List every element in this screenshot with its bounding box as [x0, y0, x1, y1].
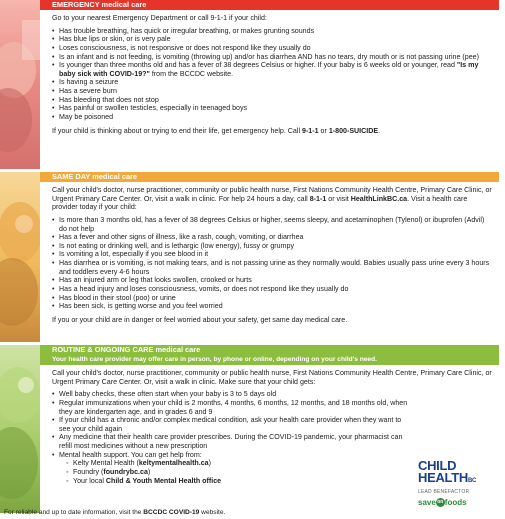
- bccdc-link[interactable]: BCCDC COVID-19: [143, 509, 200, 516]
- list-item: • Is not eating or drinking well, and is lethargic (low energy), fussy or grumpy: [52, 242, 493, 251]
- list-item: • Is an infant and is not feeding, is vomiting (throwing up) and/or has diarrhea AND has no tears, dry mouth or is not passing urine (pee): [52, 53, 493, 62]
- sameday-photo: [0, 172, 40, 342]
- healthlink-link[interactable]: HealthLinkBC.ca: [350, 194, 408, 203]
- routine-list: [52, 390, 412, 485]
- list-item: • Is younger than three months old and has a fever of 38 degrees Celsius or higher. If your baby is 6 weeks old or younger, read "Is my baby sick with COVID-19?" from the BCCDC website.: [52, 61, 493, 78]
- list-item: • Well baby checks, these often start when your baby is 3 to 5 days old: [52, 390, 412, 399]
- kelty-link[interactable]: keltymentalhealth.ca: [138, 459, 209, 468]
- logo-line-2: HEALTHBC: [418, 470, 477, 485]
- sameday-closing: If you or your child are in danger or feel worried about your safety, get same day medical care.: [52, 315, 348, 324]
- routine-header: ROUTINE & ONGOING CARE medical care: [40, 345, 499, 355]
- list-item: • Has a head injury and loses consciousness, vomits, or does not respond like they usually do: [52, 285, 493, 294]
- logo-tagline: LEAD BENEFACTOR: [418, 489, 470, 495]
- list-item: • Any medicine that their health care provider prescribes. During the COVID-19 pandemic, your pharmacist can refill most medicines without a new prescription: [52, 433, 412, 450]
- list-item: ◦ Foundry (foundrybc.ca): [66, 468, 412, 477]
- emergency-closing: If your child is thinking about or trying to end their life, get emergency help. Call 9-1-1 or 1-800-SUICIDE.: [52, 126, 381, 135]
- mental-health-list: [66, 459, 412, 485]
- sameday-section: [0, 172, 505, 342]
- emergency-photo: [0, 0, 40, 169]
- list-item: ◦ Kelty Mental Health (keltymentalhealth.ca): [66, 459, 412, 468]
- emergency-intro: Go to your nearest Emergency Department or call 9-1-1 if your child:: [52, 14, 267, 22]
- list-item: • Has an injured arm or leg that looks swollen, crooked or hurts: [52, 276, 493, 285]
- footer-note: For reliable and up to date information, visit the BCCDC COVID-19 website.: [4, 509, 226, 516]
- list-item: • Has diarrhea or is vomiting, is not making tears, and is not passing urine as they normally would. Babies usually pass urine every 3 hours and toddlers every 4-6 hours: [52, 259, 493, 276]
- list-item: • Is vomiting a lot, especially if you see blood in it: [52, 250, 493, 259]
- list-item: • Has painful or swollen testicles, especially in teenaged boys: [52, 104, 493, 113]
- routine-photo: [0, 345, 40, 513]
- list-item: • Has blood in their stool (poo) or urine: [52, 294, 493, 303]
- list-item: ◦ Your local Child & Youth Mental Health office: [66, 477, 412, 486]
- list-item: • Has a fever and other signs of illness, like a rash, cough, vomiting, or diarrhea: [52, 233, 493, 242]
- list-item: • If your child has a chronic and/or complex medical condition, ask your health care provider when they want to see your child again: [52, 416, 412, 433]
- list-item: • Is more than 3 months old, has a fever of 38 degrees Celsius or higher, seems sleepy, and acetaminophen (Tylenol) or ibuprofen (Advil) do not help: [52, 216, 493, 233]
- emergency-header: EMERGENCY medical care: [40, 0, 499, 10]
- routine-subheader: Your health care provider may offer care in person, by phone or online, depending on your child's need.: [40, 355, 499, 365]
- foundry-link[interactable]: foundrybc.ca: [103, 468, 148, 477]
- sameday-header: SAME DAY medical care: [40, 172, 499, 182]
- list-item: • Regular immunizations when your child is 2 months, 4 months, 6 months, 12 months, and 18 months old, when they are kindergarten age, and in grades 6 and 9: [52, 399, 412, 416]
- emergency-list: [52, 27, 493, 122]
- sameday-intro: Call your child's doctor, nurse practitioner, community or public health nurse, First Nations Community Health Centre, Primary Care Clinic, or Urgent Primary Care Center. Or, visit a walk in clinic. For help 24 hours a day, call 8-1-1 or visit HealthLinkBC.ca. Visit a health care provider today if your child:: [52, 186, 492, 212]
- sameday-list: [52, 216, 493, 311]
- list-item: • Has blue lips or skin, or is very pale: [52, 35, 493, 44]
- emergency-section: [0, 0, 505, 169]
- list-item: • Mental health support. You can get help from: ◦ Kelty Mental Health (keltymentalhealth.ca) ◦ Foundry (foundrybc.ca) ◦ Your local Child & Youth Mental Health office: [52, 451, 412, 486]
- list-item: • May be poisoned: [52, 113, 493, 122]
- list-item: • Loses consciousness, is not responsive or does not respond like they usually do: [52, 44, 493, 53]
- list-item: • Is having a seizure: [52, 78, 493, 87]
- list-item: • Has a severe burn: [52, 87, 493, 96]
- logo-line-1: CHILD: [418, 458, 457, 473]
- sponsor-logo: saveonfoods: [418, 498, 467, 508]
- list-item: • Has bleeding that does not stop: [52, 96, 493, 105]
- list-item: • Has been sick, is getting worse and you feel worried: [52, 302, 493, 311]
- list-item: • Has trouble breathing, has quick or irregular breathing, or makes grunting sounds: [52, 27, 493, 36]
- routine-intro: Call your child's doctor, nurse practitioner, community or public health nurse, First Nations Community Health Centre, Primary Care Clinic, or Urgent Primary Care Center. Or, visit a walk in clinic. Make sure that your child gets:: [52, 369, 492, 386]
- child-health-bc-logo: [418, 460, 502, 512]
